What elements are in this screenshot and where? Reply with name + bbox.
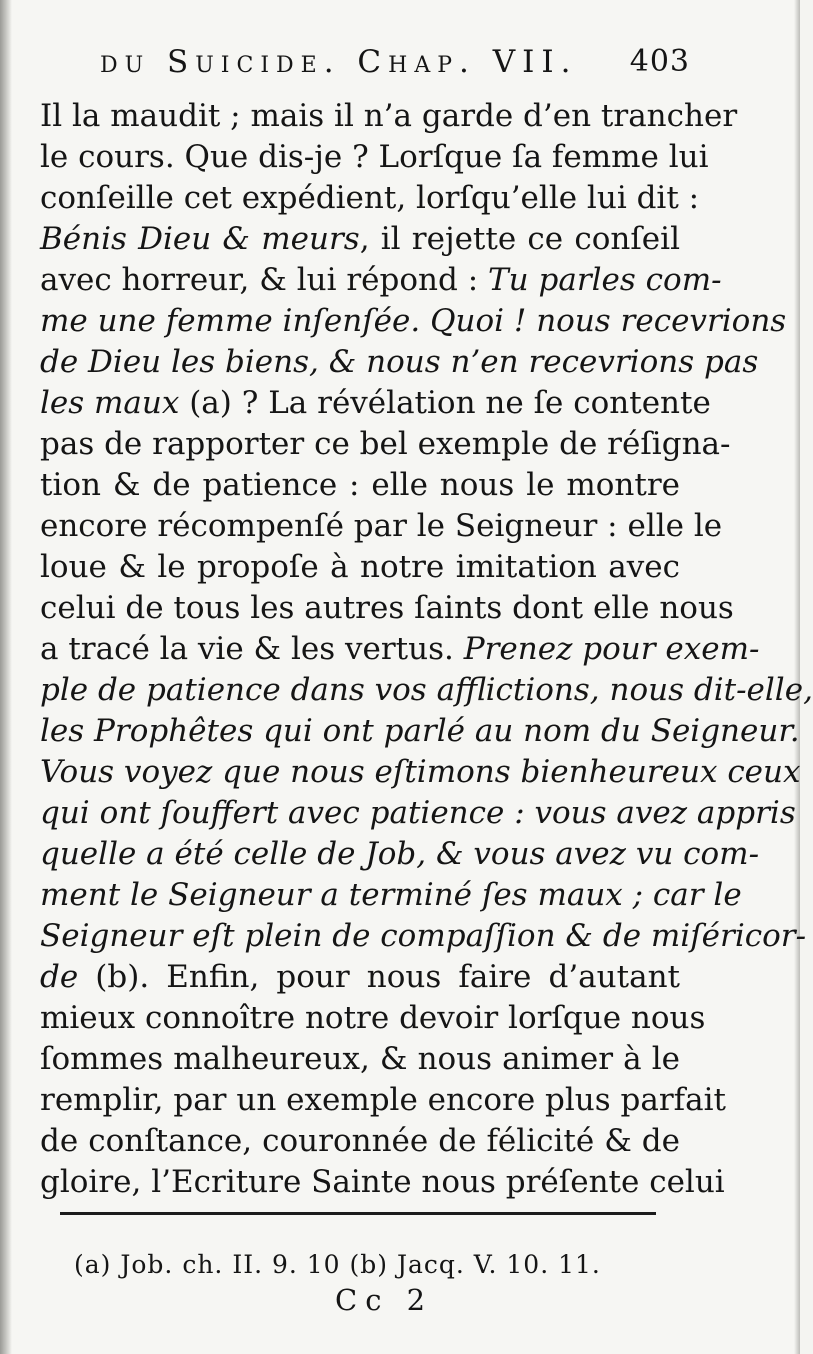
text-line (40, 629, 760, 670)
text-line (40, 506, 723, 547)
text-segment: , il rejette ce conſeil (359, 221, 680, 257)
text-segment: conſeille cet expédient, lorſqu’elle lui dit : (40, 180, 700, 216)
text-line (40, 137, 709, 178)
italic-text-segment: ple de patience dans vos afflictions, nous dit-elle, (40, 672, 813, 708)
text-segment: avec horreur, & lui répond : (40, 262, 488, 298)
text-line (40, 998, 706, 1039)
text-segment: (b). Enfin, pour nous faire d’autant (78, 959, 680, 995)
page-edge-left (0, 0, 12, 1354)
text-line (40, 547, 680, 588)
page-number: 403 (629, 44, 690, 79)
footnote-rule (60, 1212, 656, 1215)
italic-text-segment: qui ont ſouffert avec patience : vous avez appris (40, 795, 796, 831)
text-segment: Il la maudit ; mais il n’a garde d’en trancher (40, 98, 738, 134)
running-head (100, 44, 690, 88)
text-line (40, 219, 680, 260)
text-segment: celui de tous les autres ſaints dont elle nous (40, 590, 734, 626)
italic-text-segment: les Prophêtes qui ont parlé au nom du Seigneur. (40, 713, 800, 749)
text-line (40, 383, 711, 424)
italic-text-segment: Vous voyez que nous eſtimons bienheureux ceux (40, 754, 801, 790)
italic-text-segment: quelle a été celle de Job, & vous avez vu com- (40, 836, 760, 872)
italic-text-segment: ment le Seigneur a terminé ſes maux ; car le (40, 877, 742, 913)
text-segment: gloire, l’Ecriture Sainte nous préſente celui (40, 1164, 725, 1200)
text-line (40, 957, 680, 998)
text-segment: remplir, par un exemple encore plus parfait (40, 1082, 726, 1118)
text-line (40, 96, 738, 137)
text-line (40, 1162, 725, 1203)
italic-text-segment: Seigneur eſt plein de compaſſion & de miſéricor- (40, 918, 807, 954)
text-line (40, 752, 801, 793)
text-line (40, 342, 759, 383)
italic-text-segment: Prenez pour exem- (463, 631, 760, 667)
text-segment: loue & le propoſe à notre imitation avec (40, 549, 680, 585)
text-segment: encore récompenſé par le Seigneur : elle le (40, 508, 723, 544)
text-line (40, 424, 731, 465)
text-segment: tion & de patience : elle nous le montre (40, 467, 680, 503)
body-text (40, 96, 813, 1203)
footnotes: (a) Job. ch. II. 9. 10 (b) Jacq. V. 10. 11. (74, 1250, 601, 1279)
text-line (40, 711, 800, 752)
italic-text-segment: les maux (40, 385, 180, 421)
italic-text-segment: Tu parles com- (488, 262, 722, 298)
italic-text-segment: Bénis Dieu & meurs (40, 221, 360, 257)
text-segment: le cours. Que dis-je ? Lorſque ſa femme lui (40, 139, 709, 175)
text-line (40, 834, 760, 875)
text-segment: (a) ? La révélation ne ſe contente (179, 385, 711, 421)
text-segment: pas de rapporter ce bel exemple de réſigna- (40, 426, 731, 462)
text-line (40, 1080, 726, 1121)
text-line (40, 301, 787, 342)
text-segment: de conſtance, couronnée de félicité & de (40, 1123, 680, 1159)
signature-mark: Cc 2 (335, 1283, 434, 1317)
text-line (40, 1039, 680, 1080)
text-line (40, 1121, 680, 1162)
text-line (40, 178, 700, 219)
text-segment: ſommes malheureux, & nous animer à le (40, 1041, 680, 1077)
text-line (40, 588, 734, 629)
italic-text-segment: de Dieu les biens, & nous n’en recevrions pas (40, 344, 759, 380)
text-segment: a tracé la vie & les vertus. (40, 631, 464, 667)
text-line (40, 793, 796, 834)
italic-text-segment: de (40, 959, 79, 995)
running-head-title: du Suicide. Chap. VII. (100, 44, 578, 80)
text-line (40, 916, 807, 957)
text-line (40, 260, 722, 301)
italic-text-segment: me une femme inſenſée. Quoi ! nous recevrions (40, 303, 787, 339)
text-line (40, 465, 680, 506)
text-line (40, 670, 813, 711)
text-line (40, 875, 742, 916)
text-segment: mieux connoître notre devoir lorſque nous (40, 1000, 706, 1036)
